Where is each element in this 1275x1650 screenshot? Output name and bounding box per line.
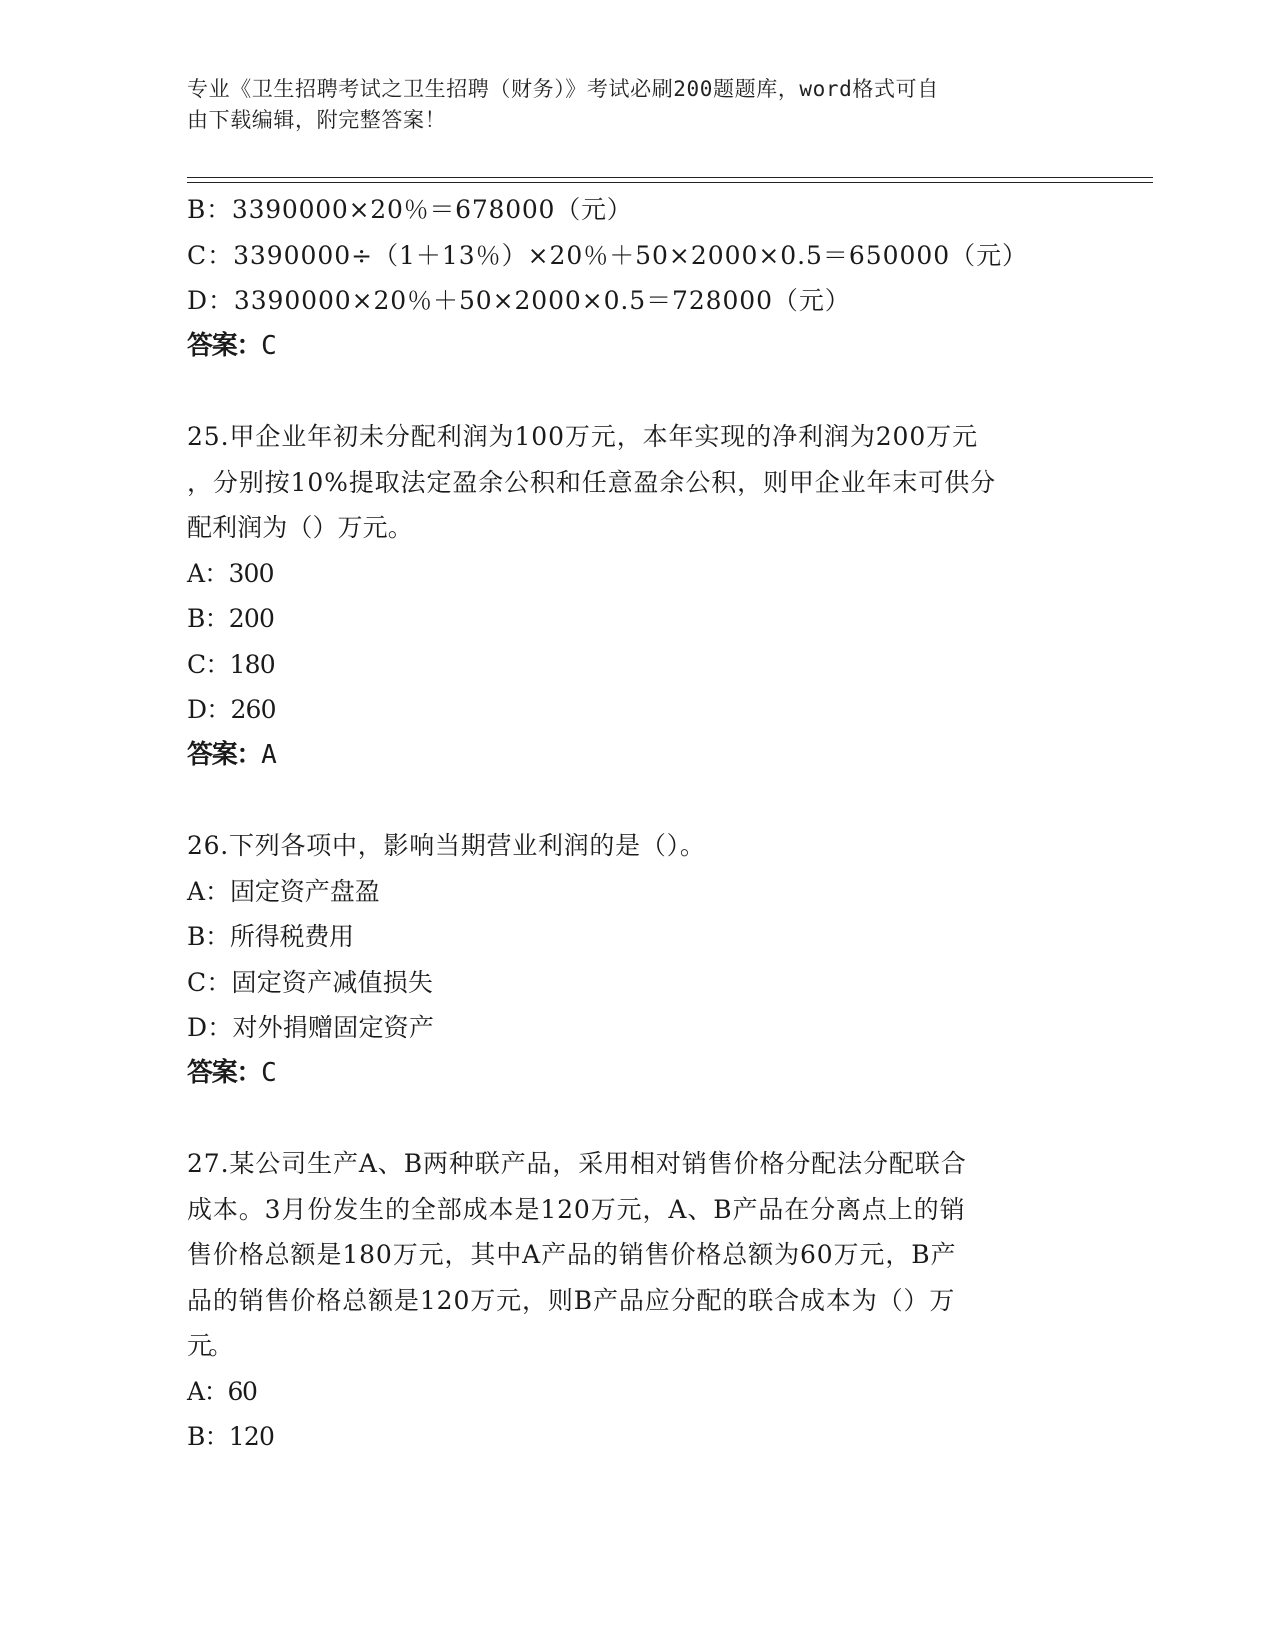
option-c: C：180 xyxy=(187,649,275,679)
option-b: B：3390000×20％＝678000（元） xyxy=(187,195,633,224)
answer-value: A xyxy=(261,739,276,770)
option-c: C：3390000÷（1＋13％）×20％＋50×2000×0.5＝650000（元） xyxy=(187,240,1029,270)
answer-label: 答案： xyxy=(187,330,262,361)
answer-value: C xyxy=(261,1057,276,1088)
answer xyxy=(187,733,1087,779)
option-b: B：所得税费用 xyxy=(187,922,354,951)
question-stem-line: 配利润为（）万元。 xyxy=(187,513,413,542)
question-stem-line: 26.下列各项中，影响当期营业利润的是（）。 xyxy=(187,831,706,860)
question-stem-line: ，分别按10%提取法定盈余公积和任意盈余公积，则甲企业年末可供分 xyxy=(187,467,996,497)
header-line-2: 由下载编辑，附完整答案！ xyxy=(187,108,447,132)
question-27 xyxy=(187,1141,1087,1460)
answer-label: 答案： xyxy=(187,739,262,770)
spacer xyxy=(187,369,1087,414)
option-b: B：120 xyxy=(187,1422,275,1451)
question-stem-line: 品的销售价格总额是120万元，则B产品应分配的联合成本为（）万 xyxy=(187,1285,956,1315)
spacer xyxy=(187,1096,1087,1141)
question-stem-line: 元。 xyxy=(187,1331,230,1360)
option-b: B：200 xyxy=(187,604,275,633)
option-a: A：固定资产盘盈 xyxy=(187,876,380,906)
question-25 xyxy=(187,414,1087,778)
answer xyxy=(187,324,1087,370)
question-stem-line: 27.某公司生产A、B两种联产品，采用相对销售价格分配法分配联合 xyxy=(187,1149,967,1178)
option-d: D：3390000×20％＋50×2000×0.5＝728000（元） xyxy=(187,286,851,315)
answer-label: 答案： xyxy=(187,1057,262,1088)
question-stem-line: 成本。3月份发生的全部成本是120万元，A、B产品在分离点上的销 xyxy=(187,1194,966,1224)
answer-value: C xyxy=(261,330,276,361)
option-a: A：300 xyxy=(187,558,274,588)
option-a: A：60 xyxy=(187,1376,257,1406)
question-24-tail xyxy=(187,187,1087,369)
question-26 xyxy=(187,823,1087,1096)
header-line-1: 专业《卫生招聘考试之卫生招聘（财务）》考试必刷200题题库，word格式可自 xyxy=(187,77,939,101)
question-list xyxy=(187,187,1087,1460)
spacer xyxy=(187,778,1087,823)
question-stem-line: 25.甲企业年初未分配利润为100万元，本年实现的净利润为200万元 xyxy=(187,422,978,451)
header-divider-top xyxy=(187,177,1153,178)
page-header xyxy=(187,74,1067,136)
question-stem-line: 售价格总额是180万元，其中A产品的销售价格总额为60万元，B产 xyxy=(187,1240,957,1269)
header-divider-bottom xyxy=(187,182,1153,183)
option-d: D：260 xyxy=(187,695,276,724)
option-d: D：对外捐赠固定资产 xyxy=(187,1013,435,1042)
answer xyxy=(187,1051,1087,1097)
option-c: C：固定资产减值损失 xyxy=(187,967,434,997)
